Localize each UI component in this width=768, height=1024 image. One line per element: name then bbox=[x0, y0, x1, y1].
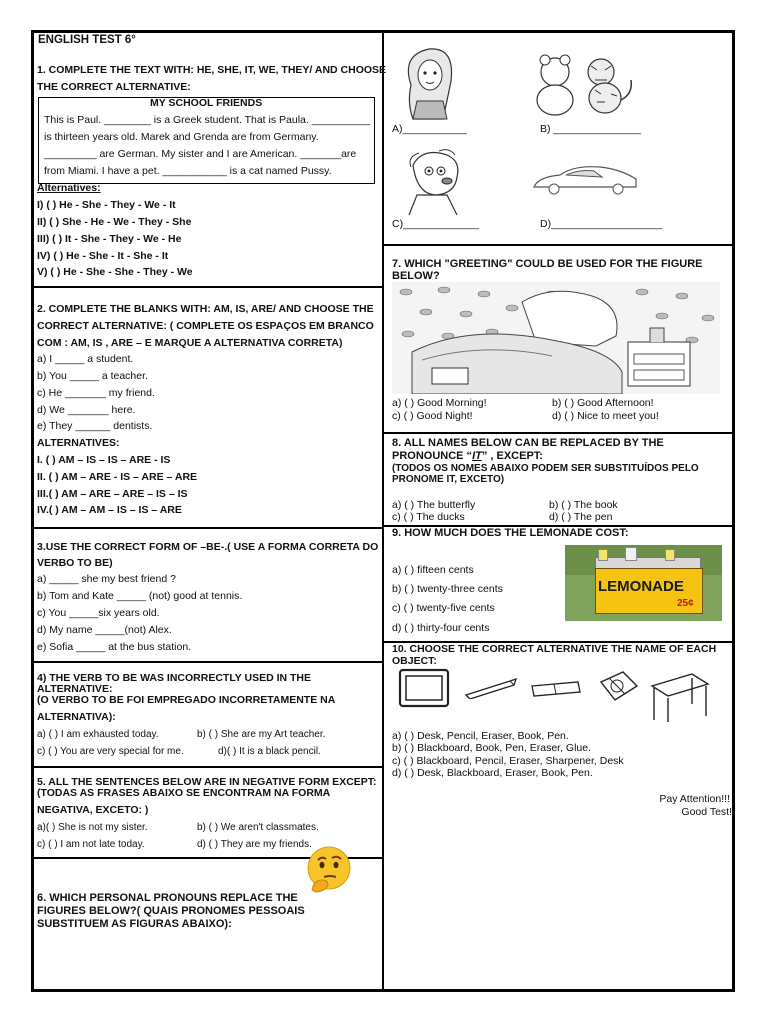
q2-item: e) They ______ dentists. bbox=[37, 420, 153, 432]
q1-text-line: from Miami. I have a pet. ___________ is a cat named Pussy. bbox=[44, 165, 332, 177]
q2-item: c) He _______ my friend. bbox=[37, 387, 155, 399]
q1-text-line: _________ are German. My sister and I are American. _______are bbox=[44, 148, 357, 160]
q8-option-c[interactable]: c) ( ) The ducks bbox=[392, 511, 465, 523]
q4-option-b[interactable]: b) ( ) She are my Art teacher. bbox=[197, 729, 326, 740]
q8-option-d[interactable]: d) ( ) The pen bbox=[549, 511, 613, 523]
q3-heading: VERBO TO BE) bbox=[37, 557, 113, 569]
q1-heading: THE CORRECT ALTERNATIVE: bbox=[37, 81, 191, 93]
q8-it-word: IT bbox=[472, 450, 482, 462]
q2-item: d) We _______ here. bbox=[37, 404, 136, 416]
section-divider bbox=[33, 661, 382, 663]
q8-subheading: PRONOME IT, EXCETO) bbox=[392, 474, 505, 485]
q9-option-c[interactable]: c) ( ) twenty-five cents bbox=[392, 602, 495, 614]
q10-heading: OBJECT: bbox=[392, 655, 437, 667]
q1-alternative[interactable]: V) ( ) He - She - She - They - We bbox=[37, 266, 193, 278]
q3-item: a) _____ she my best friend ? bbox=[37, 573, 176, 585]
q4-heading: 4) THE VERB TO BE WAS INCORRECTLY USED IN THE bbox=[37, 672, 312, 684]
q4-option-d[interactable]: d)( ) It is a black pencil. bbox=[218, 746, 321, 757]
q2-heading: 2. COMPLETE THE BLANKS WITH: AM, IS, ARE/ AND CHOOSE THE bbox=[37, 303, 374, 315]
q6-blank-a[interactable]: A)___________ bbox=[392, 123, 467, 135]
closing-pay-attention: Pay Attention!!! bbox=[659, 793, 730, 805]
q7-option-d[interactable]: d) ( ) Nice to meet you! bbox=[552, 410, 659, 422]
thinking-face-icon bbox=[304, 844, 354, 894]
desk-icon bbox=[648, 670, 710, 724]
page-title: ENGLISH TEST 6° bbox=[38, 34, 136, 46]
blackboard-icon bbox=[398, 668, 450, 708]
q3-item: d) My name _____(not) Alex. bbox=[37, 624, 172, 636]
q5-option-b[interactable]: b) ( ) We aren't classmates. bbox=[197, 822, 319, 833]
section-divider bbox=[33, 766, 382, 768]
q10-option-c[interactable]: c) ( ) Blackboard, Pencil, Eraser, Sharpener, Desk bbox=[392, 755, 624, 767]
q3-item: c) You _____six years old. bbox=[37, 607, 160, 619]
q8-option-b[interactable]: b) ( ) The book bbox=[549, 499, 618, 511]
q6-heading: SUBSTITUEM AS FIGURAS ABAIXO): bbox=[37, 918, 232, 930]
q3-item: e) Sofia _____ at the bus station. bbox=[37, 641, 192, 653]
closing-good-test: Good Test! bbox=[681, 806, 732, 818]
q8-subheading: (TODOS OS NOMES ABAIXO PODEM SER SUBSTITUÍDOS PELO bbox=[392, 463, 699, 474]
q10-option-a[interactable]: a) ( ) Desk, Pencil, Eraser, Book, Pen. bbox=[392, 730, 569, 742]
q3-item: b) Tom and Kate _____ (not) good at tennis. bbox=[37, 590, 243, 602]
q2-alternatives-label: ALTERNATIVES: bbox=[37, 437, 120, 449]
q1-heading: 1. COMPLETE THE TEXT WITH: HE, SHE, IT, WE, THEY/ AND CHOOSE bbox=[37, 64, 387, 76]
q2-item: a) I _____ a student. bbox=[37, 353, 134, 365]
boy-figure-image bbox=[395, 145, 477, 219]
q7-heading: 7. WHICH "GREETING" COULD BE USED FOR THE FIGURE bbox=[392, 258, 703, 270]
sharpener-icon bbox=[595, 668, 641, 706]
q10-option-d[interactable]: d) ( ) Desk, Blackboard, Eraser, Book, Pen. bbox=[392, 767, 593, 779]
lemonade-sign-text: LEMONADE bbox=[598, 578, 684, 595]
q1-alternatives-label: Alternatives: bbox=[37, 182, 101, 194]
q7-option-b[interactable]: b) ( ) Good Afternoon! bbox=[552, 397, 654, 409]
q2-alternative[interactable]: I. ( ) AM – IS – IS – ARE - IS bbox=[37, 454, 171, 466]
q9-option-d[interactable]: d) ( ) thirty-four cents bbox=[392, 622, 490, 634]
q2-alternative[interactable]: IV.( ) AM – AM – IS – IS – ARE bbox=[37, 504, 182, 516]
q8-heading: 8. ALL NAMES BELOW CAN BE REPLACED BY THE bbox=[392, 437, 664, 449]
q5-option-c[interactable]: c) ( ) I am not late today. bbox=[37, 839, 145, 850]
q4-option-c[interactable]: c) ( ) You are very special for me. bbox=[37, 746, 184, 757]
q4-heading: (O VERBO TO BE FOI EMPREGADO INCORRETAMENTE NA bbox=[37, 694, 336, 706]
q6-heading: FIGURES BELOW?( QUAIS PRONOMES PESSOAIS bbox=[37, 905, 305, 917]
q1-box-title: MY SCHOOL FRIENDS bbox=[150, 97, 263, 109]
q4-option-a[interactable]: a) ( ) I am exhausted today. bbox=[37, 729, 159, 740]
q5-option-d[interactable]: d) ( ) They are my friends. bbox=[197, 839, 312, 850]
q1-alternative[interactable]: IV) ( ) He - She - It - She - It bbox=[37, 250, 169, 262]
q3-heading: 3.USE THE CORRECT FORM OF –BE-.( USE A FORMA CORRETA DO bbox=[37, 541, 379, 553]
q8-option-a[interactable]: a) ( ) The butterfly bbox=[392, 499, 476, 511]
bedroom-scene-image bbox=[392, 282, 720, 394]
q2-item: b) You _____ a teacher. bbox=[37, 370, 148, 382]
bear-and-tiger-image bbox=[525, 50, 635, 118]
q4-heading: ALTERNATIVE: bbox=[37, 683, 113, 695]
q6-heading: 6. WHICH PERSONAL PRONOUNS REPLACE THE bbox=[37, 892, 298, 904]
section-divider bbox=[383, 244, 733, 246]
q10-heading: 10. CHOOSE THE CORRECT ALTERNATIVE THE NAME OF EACH bbox=[392, 643, 717, 655]
q6-blank-b[interactable]: B) _______________ bbox=[540, 123, 642, 135]
q5-heading: (TODAS AS FRASES ABAIXO SE ENCONTRAM NA FORMA bbox=[37, 787, 331, 799]
section-divider bbox=[33, 527, 382, 529]
q1-alternative[interactable]: II) ( ) She - He - We - They - She bbox=[37, 216, 192, 228]
eraser-icon bbox=[528, 678, 584, 700]
q5-heading: 5. ALL THE SENTENCES BELOW ARE IN NEGATIVE FORM EXCEPT: bbox=[37, 776, 377, 788]
q7-option-a[interactable]: a) ( ) Good Morning! bbox=[392, 397, 487, 409]
q8-heading: PRONOUNCE “IT” , EXCEPT: bbox=[392, 450, 543, 462]
q7-option-c[interactable]: c) ( ) Good Night! bbox=[392, 410, 473, 422]
q1-text-line: This is Paul. ________ is a Greek student. That is Paula. __________ bbox=[44, 114, 371, 126]
q1-alternative[interactable]: III) ( ) It - She - They - We - He bbox=[37, 233, 182, 245]
q2-alternative[interactable]: II. ( ) AM – ARE - IS – ARE – ARE bbox=[37, 471, 198, 483]
q5-option-a[interactable]: a)( ) She is not my sister. bbox=[37, 822, 148, 833]
lemonade-stand-image bbox=[565, 545, 722, 621]
q2-alternative[interactable]: III.( ) AM – ARE – ARE – IS – IS bbox=[37, 488, 188, 500]
q7-heading: BELOW? bbox=[392, 270, 440, 282]
car-image bbox=[530, 163, 640, 197]
q6-blank-c[interactable]: C)_____________ bbox=[392, 218, 479, 230]
section-divider bbox=[383, 432, 733, 434]
q6-blank-d[interactable]: D)___________________ bbox=[540, 218, 663, 230]
q4-heading: ALTERNATIVA): bbox=[37, 711, 116, 723]
q9-option-a[interactable]: a) ( ) fifteen cents bbox=[392, 564, 474, 576]
q2-heading: CORRECT ALTERNATIVE: ( COMPLETE OS ESPAÇOS EM BRANCO bbox=[37, 320, 374, 332]
q1-text-line: is thirteen years old. Marek and Grenda are from Germany. bbox=[44, 131, 319, 143]
girl-figure-image bbox=[397, 45, 463, 121]
q5-heading: NEGATIVA, EXCETO: ) bbox=[37, 804, 149, 816]
q9-option-b[interactable]: b) ( ) twenty-three cents bbox=[392, 583, 503, 595]
q2-heading: COM : AM, IS , ARE – E MARQUE A ALTERNATIVA CORRETA) bbox=[37, 337, 343, 349]
q1-alternative[interactable]: I) ( ) He - She - They - We - It bbox=[37, 199, 176, 211]
q9-heading: 9. HOW MUCH DOES THE LEMONADE COST: bbox=[392, 527, 629, 539]
lemonade-price-text: 25¢ bbox=[677, 598, 694, 609]
q10-option-b[interactable]: b) ( ) Blackboard, Book, Pen, Eraser, Glue. bbox=[392, 742, 592, 754]
section-divider bbox=[33, 286, 382, 288]
pencil-icon bbox=[462, 675, 520, 699]
column-divider bbox=[382, 30, 384, 992]
